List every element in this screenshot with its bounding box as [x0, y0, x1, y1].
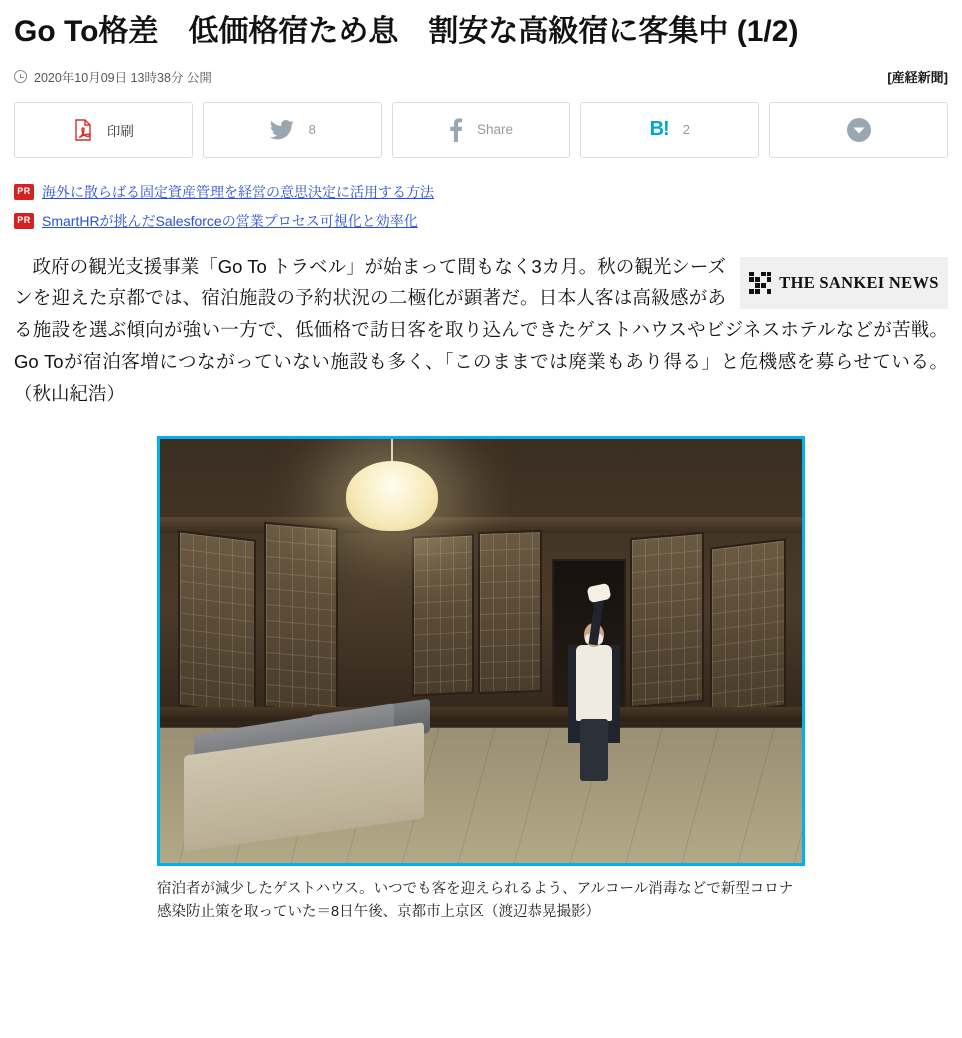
hatena-bookmark-icon: B!	[649, 118, 669, 141]
sankei-news-logo	[740, 257, 948, 309]
share-bar	[14, 102, 948, 158]
photo-cleaning-cloth	[587, 583, 612, 603]
twitter-count: 8	[308, 122, 316, 138]
photo-person-torso	[576, 645, 612, 721]
page-title: Go To格差 低価格宿ため息 割安な高級宿に客集中 (1/2)	[14, 15, 799, 48]
pr-link-list	[14, 182, 948, 231]
pr-badge: PR	[14, 213, 34, 229]
chevron-down-icon	[846, 117, 872, 143]
publish-timestamp: 2020年10月09日 13時38分 公開	[34, 70, 212, 85]
sankei-mark-icon	[749, 272, 771, 294]
pdf-print-icon	[73, 119, 93, 141]
photo-shoji-screen	[630, 531, 704, 707]
facebook-label: Share	[476, 122, 513, 138]
publish-info	[14, 68, 212, 86]
figure-caption: 宿泊者が減少したゲストハウス。いつでも客を迎えられるよう、アルコール消毒などで新型コロナ感染防止策を取っていた＝8日午後、京都市上京区（渡辺恭晃撮影）	[157, 880, 794, 921]
pr-link-2[interactable]: SmartHRが挑んだSalesforceの営業プロセス可視化と効率化	[42, 212, 418, 229]
photo-shoji-screen	[478, 530, 542, 694]
pr-row	[14, 211, 948, 231]
clock-icon	[14, 70, 27, 83]
photo-person	[562, 589, 626, 809]
facebook-share-button[interactable]	[392, 102, 571, 158]
twitter-icon	[269, 119, 295, 141]
twitter-share-button[interactable]	[203, 102, 382, 158]
photo-ceiling-lamp	[346, 461, 438, 531]
photo-person-legs	[580, 719, 608, 781]
pr-link-1[interactable]: 海外に散らばる固定資産管理を経営の意思決定に活用する方法	[42, 183, 434, 200]
photo-ceiling-beam	[160, 517, 802, 533]
facebook-icon	[449, 118, 463, 142]
photo-shoji-screen	[178, 530, 256, 716]
hatena-count: 2	[682, 122, 690, 138]
photo-shoji-screen	[264, 521, 338, 713]
pr-badge: PR	[14, 184, 34, 200]
article-photo	[157, 436, 805, 866]
hatena-bookmark-button[interactable]	[580, 102, 759, 158]
article-figure	[14, 436, 948, 925]
article-lead-paragraph: 政府の観光支援事業「Go To トラベル」が始まって間もなく3カ月。秋の観光シーズンを迎えた京都では、宿泊施設の予約状況の二極化が顕著だ。日本人客は高級感がある施設を選ぶ傾向が強い一方で、低価格で訪日客を取り込んできたゲストハウスやビジネスホテルなどが苦戦。Go Toが宿泊客増につながっていない施設も多く、「このままでは廃業もあり得る」と危機感を募らせている。（秋山紀浩）	[14, 255, 948, 404]
photo-lower-beam	[160, 707, 802, 721]
more-share-button[interactable]	[769, 102, 948, 158]
pr-row	[14, 182, 948, 202]
photo-shoji-screen	[412, 533, 474, 696]
sankei-logo-text: THE SANKEI NEWS	[779, 272, 939, 292]
photo-room-scene	[160, 439, 802, 863]
source-label: [産経新聞]	[887, 70, 948, 86]
article-body	[14, 251, 948, 410]
photo-shoji-screen	[710, 538, 786, 715]
print-label: 印刷	[106, 123, 134, 139]
article-meta-row	[14, 67, 948, 87]
print-button[interactable]	[14, 102, 193, 158]
article-page	[0, 14, 962, 925]
